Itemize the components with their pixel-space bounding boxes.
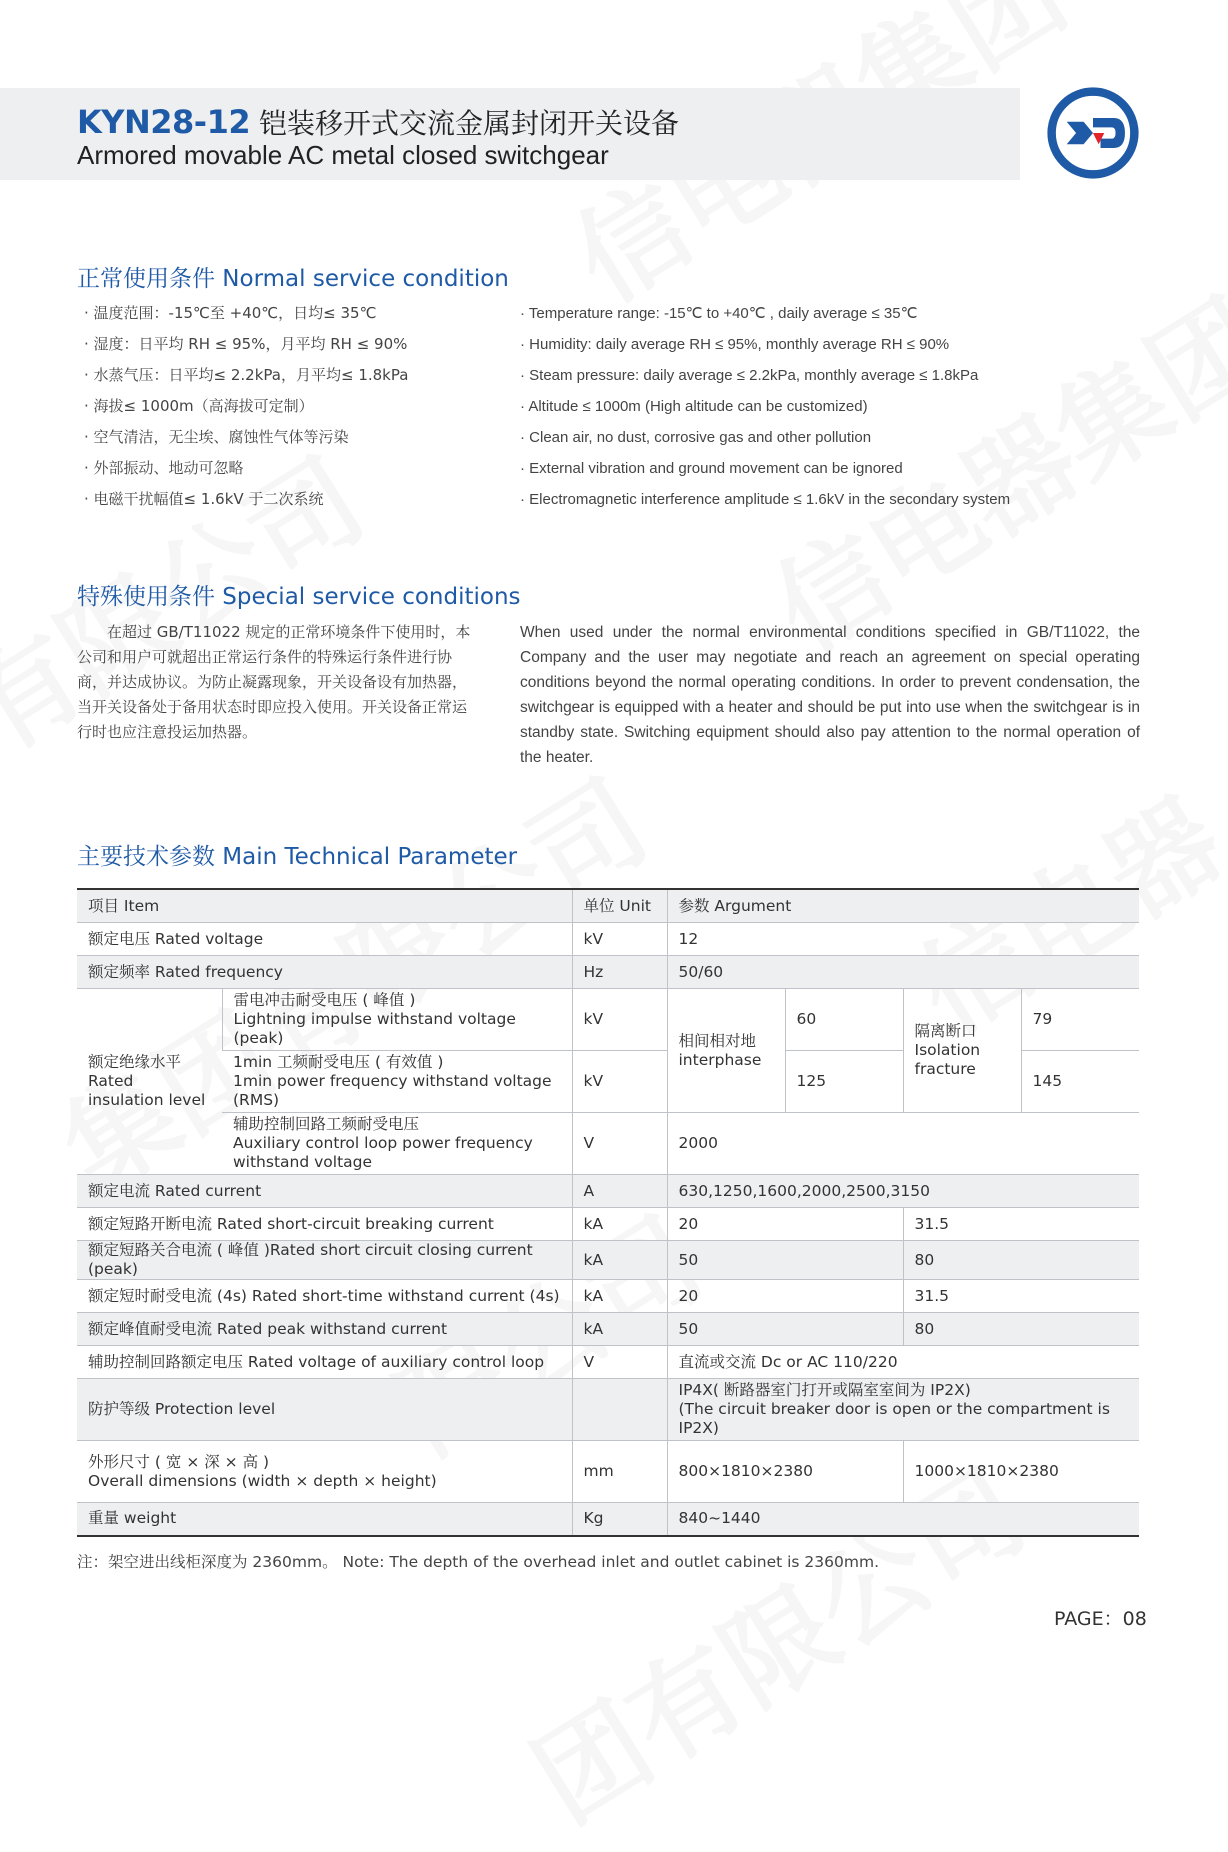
list-item: · 海拔≤ 1000m（高海拔可定制） <box>84 397 314 415</box>
table-row: 外形尺寸 ( 宽 × 深 × 高 ) Overall dimensions (width × depth × height) mm 800×1810×2380 1000×1810×2380 <box>77 1441 1139 1503</box>
table-row: 1min 工频耐受电压 ( 有效值 ) 1min power frequency withstand voltage (RMS) kV 125 145 <box>77 1051 1139 1113</box>
table-row: 重量 weight Kg 840~1440 <box>77 1503 1139 1536</box>
table-row: 额定电流 Rated current A 630,1250,1600,2000,2500,3150 <box>77 1175 1139 1208</box>
table-row: 辅助控制回路工频耐受电压 Auxiliary control loop power frequency withstand voltage V 2000 <box>77 1113 1139 1175</box>
header-argument: 参数 Argument <box>667 889 1139 923</box>
table-row: 额定频率 Rated frequency Hz 50/60 <box>77 956 1139 989</box>
title-en: Armored movable AC metal closed switchgear <box>77 140 609 170</box>
list-item: · 空气清洁，无尘埃、腐蚀性气体等污染 <box>84 428 349 446</box>
special-text-en: When used under the normal environmental conditions specified in GB/T11022, the Company and the user may negotiate and reach an agreement on special operating conditions beyond the normal operating conditions. In order to prevent condensation, the switchgear is equipped with a heater and should be put into use when the switchgear is in standby state. Switching equipment should also pay attention to the normal operation of the heater. <box>520 624 1140 766</box>
section-title-special: 特殊使用条件 Special service conditions <box>77 584 521 610</box>
list-item: · 温度范围：-15℃至 +40℃，日均≤ 35℃ <box>84 304 377 322</box>
table-row: 额定短时耐受电流 (4s) Rated short-time withstand current (4s) kA 20 31.5 <box>77 1280 1139 1313</box>
list-item: · Altitude ≤ 1000m (High altitude can be customized) <box>520 398 868 415</box>
header-unit: 单位 Unit <box>572 889 667 923</box>
footnote: 注：架空进出线柜深度为 2360mm。 Note: The depth of the overhead inlet and outlet cabinet is 2360mm. <box>77 1553 879 1571</box>
list-item: · 水蒸气压：日平均≤ 2.2kPa，月平均≤ 1.8kPa <box>84 366 409 384</box>
list-item: · 湿度：日平均 RH ≤ 95%，月平均 RH ≤ 90% <box>84 335 408 353</box>
table-row: 额定峰值耐受电流 Rated peak withstand current kA 50 80 <box>77 1313 1139 1346</box>
list-item: · Steam pressure: daily average ≤ 2.2kPa, monthly average ≤ 1.8kPa <box>520 367 979 384</box>
list-item: · 电磁干扰幅值≤ 1.6kV 于二次系统 <box>84 490 324 508</box>
table-row: 额定短路关合电流 ( 峰值 )Rated short circuit closing current (peak) kA 50 80 <box>77 1241 1139 1280</box>
list-item: · Temperature range: -15℃ to +40℃ , daily average ≤ 35℃ <box>520 305 918 322</box>
list-item: · 外部振动、地动可忽略 <box>84 459 244 477</box>
section-title-normal: 正常使用条件 Normal service condition <box>77 266 509 292</box>
normal-conditions-en <box>520 298 1010 515</box>
special-text-cn: 在超过 GB/T11022 规定的正常环境条件下使用时，本公司和用户可就超出正常运行条件的特殊运行条件进行协商，并达成协议。为防止凝露现象，开关设备设有加热器，当开关设备处于备用状态时即应投入使用。开关设备正常运行时也应注意投运加热器。 <box>77 623 471 741</box>
table-row: 额定绝缘水平 Rated insulation level 雷电冲击耐受电压 ( 峰值 ) Lightning impulse withstand voltage (peak) kV 相间相对地 interphase 60 隔离断口 Isolation fracture 79 <box>77 989 1139 1051</box>
parameter-table <box>77 888 1139 1537</box>
page-title <box>77 102 679 142</box>
table-row: 额定短路开断电流 Rated short-circuit breaking current kA 20 31.5 <box>77 1208 1139 1241</box>
normal-conditions-cn <box>84 298 408 515</box>
list-item: · External vibration and ground movement can be ignored <box>520 460 903 477</box>
interphase-label: 相间相对地 interphase <box>667 989 785 1113</box>
list-item: · Humidity: daily average RH ≤ 95%, monthly average RH ≤ 90% <box>520 336 950 353</box>
table-row: 防护等级 Protection level IP4X( 断路器室门打开或隔室室间为 IP2X) (The circuit breaker door is open or the compartment is IP2X) <box>77 1379 1139 1441</box>
page-number: PAGE：08 <box>1054 1608 1147 1630</box>
table-row: 辅助控制回路额定电压 Rated voltage of auxiliary control loop V 直流或交流 Dc or AC 110/220 <box>77 1346 1139 1379</box>
isolation-label: 隔离断口 Isolation fracture <box>903 989 1021 1113</box>
header-item: 项目 Item <box>77 889 572 923</box>
list-item: · Clean air, no dust, corrosive gas and other pollution <box>520 429 872 446</box>
table-row: 额定电压 Rated voltage kV 12 <box>77 923 1139 956</box>
model-number: KYN28-12 <box>77 103 251 141</box>
list-item: · Electromagnetic interference amplitude ≤ 1.6kV in the secondary system <box>520 491 1011 508</box>
insulation-label: 额定绝缘水平 Rated insulation level <box>77 989 222 1175</box>
title-cn: 铠装移开式交流金属封闭开关设备 <box>259 107 680 140</box>
company-logo-icon <box>1046 86 1140 180</box>
table-header-row <box>77 889 1139 923</box>
section-title-params: 主要技术参数 Main Technical Parameter <box>77 844 518 870</box>
